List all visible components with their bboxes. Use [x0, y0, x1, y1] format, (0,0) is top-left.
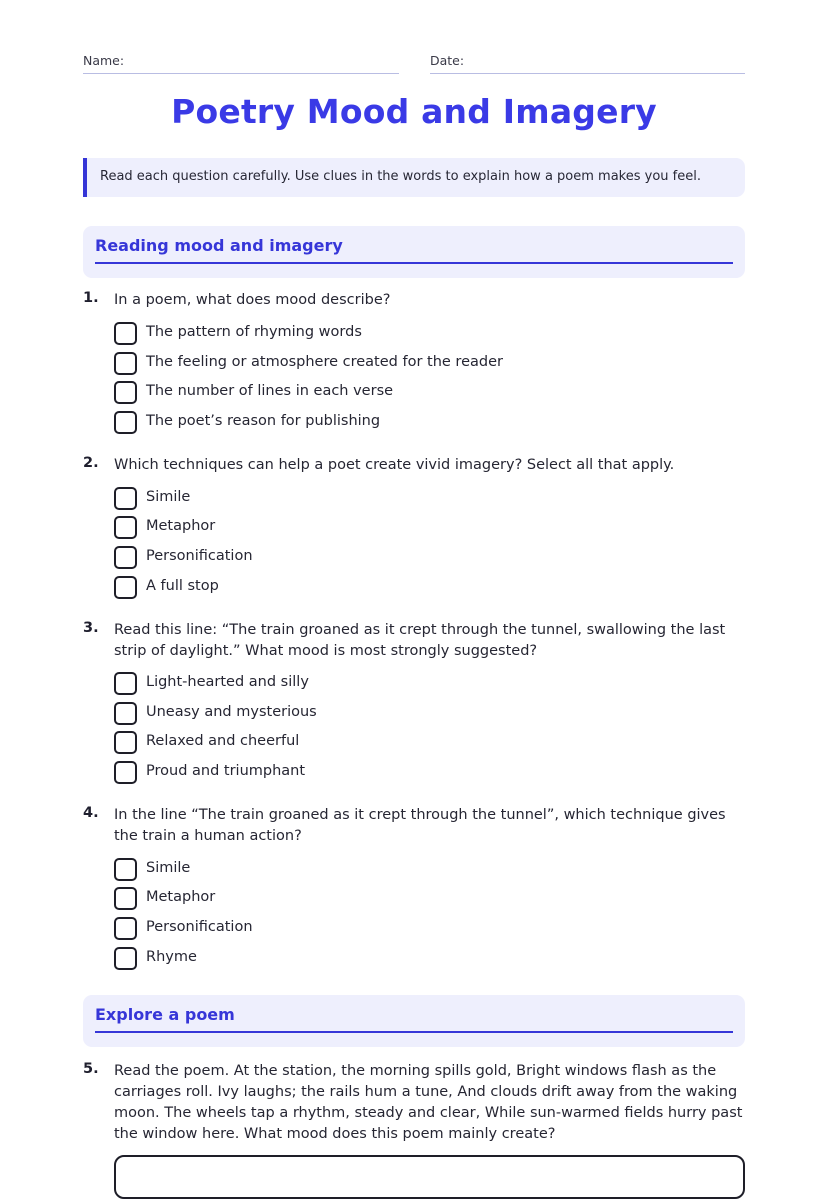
option-label: Uneasy and mysterious	[146, 704, 317, 720]
checkbox[interactable]	[114, 546, 137, 569]
option-label: Light-hearted and silly	[146, 674, 309, 690]
answer-option[interactable]	[114, 761, 714, 785]
question-number: 1.	[83, 290, 99, 306]
checkbox[interactable]	[114, 381, 137, 404]
section-title: Reading mood and imagery	[95, 236, 343, 255]
option-label: The number of lines in each verse	[146, 383, 394, 399]
date-field[interactable]	[430, 52, 745, 74]
answer-option[interactable]	[114, 381, 714, 405]
question-number: 5.	[83, 1061, 99, 1077]
section-explore-poem	[83, 995, 745, 1047]
date-label: Date:	[430, 53, 465, 68]
checkbox[interactable]	[114, 947, 137, 970]
answer-option[interactable]	[114, 887, 714, 911]
answer-option[interactable]	[114, 731, 714, 755]
option-label: Proud and triumphant	[146, 763, 306, 779]
question-text: Read the poem. At the station, the morning spills gold, Bright windows flash as the carriages roll. Ivy laughs; the rails hum a tune, And clouds drift away from the waking moon. The wheels tap a rhythm, steady and clear, While sun-warmed fields hurry past the window here. What mood does this poem mainly create?	[114, 1063, 743, 1142]
section-divider	[95, 262, 733, 264]
answer-option[interactable]	[114, 352, 714, 376]
checkbox[interactable]	[114, 352, 137, 375]
checkbox[interactable]	[114, 761, 137, 784]
answer-option[interactable]	[114, 546, 714, 570]
instructions-text: Read each question carefully. Use clues in the words to explain how a poem makes you feel.	[100, 169, 701, 184]
question-text: In the line “The train groaned as it crept through the tunnel”, which technique gives the train a human action?	[114, 807, 726, 844]
instructions-banner	[83, 158, 745, 197]
checkbox[interactable]	[114, 858, 137, 881]
name-field[interactable]	[83, 52, 399, 74]
checkbox[interactable]	[114, 487, 137, 510]
checkbox[interactable]	[114, 917, 137, 940]
answer-option[interactable]	[114, 672, 714, 696]
option-label: The poet’s reason for publishing	[146, 413, 381, 429]
section-divider	[95, 1031, 733, 1033]
answer-option[interactable]	[114, 702, 714, 726]
checkbox[interactable]	[114, 322, 137, 345]
checkbox[interactable]	[114, 702, 137, 725]
answer-option[interactable]	[114, 576, 714, 600]
page-title: Poetry Mood and Imagery	[171, 92, 657, 131]
section-title: Explore a poem	[95, 1005, 235, 1024]
answer-option[interactable]	[114, 411, 714, 435]
question-number: 3.	[83, 620, 99, 636]
answer-option[interactable]	[114, 322, 714, 346]
option-label: The pattern of rhyming words	[146, 324, 362, 340]
question-number: 4.	[83, 805, 99, 821]
answer-option[interactable]	[114, 487, 714, 511]
question-text: Read this line: “The train groaned as it crept through the tunnel, swallowing the last strip of daylight.” What mood is most strongly suggested?	[114, 622, 726, 659]
name-label: Name:	[83, 53, 125, 68]
option-label: Relaxed and cheerful	[146, 733, 300, 749]
checkbox[interactable]	[114, 576, 137, 599]
answer-option[interactable]	[114, 858, 714, 882]
option-label: Rhyme	[146, 949, 197, 965]
option-label: Simile	[146, 489, 191, 505]
checkbox[interactable]	[114, 411, 137, 434]
checkbox[interactable]	[114, 672, 137, 695]
section-reading-mood	[83, 226, 745, 278]
question-text: Which techniques can help a poet create vivid imagery? Select all that apply.	[114, 457, 675, 473]
option-label: Simile	[146, 860, 191, 876]
question-number: 2.	[83, 455, 99, 471]
option-label: The feeling or atmosphere created for the reader	[146, 354, 503, 370]
option-label: Personification	[146, 548, 253, 564]
answer-option[interactable]	[114, 917, 714, 941]
question-text: In a poem, what does mood describe?	[114, 292, 391, 308]
checkbox[interactable]	[114, 731, 137, 754]
name-date-row	[83, 52, 745, 74]
checkbox[interactable]	[114, 887, 137, 910]
checkbox[interactable]	[114, 516, 137, 539]
answer-option[interactable]	[114, 947, 714, 971]
option-label: Personification	[146, 919, 253, 935]
answer-option[interactable]	[114, 516, 714, 540]
answer-box[interactable]	[114, 1155, 745, 1199]
option-label: A full stop	[146, 578, 219, 594]
option-label: Metaphor	[146, 889, 216, 905]
option-label: Metaphor	[146, 518, 216, 534]
